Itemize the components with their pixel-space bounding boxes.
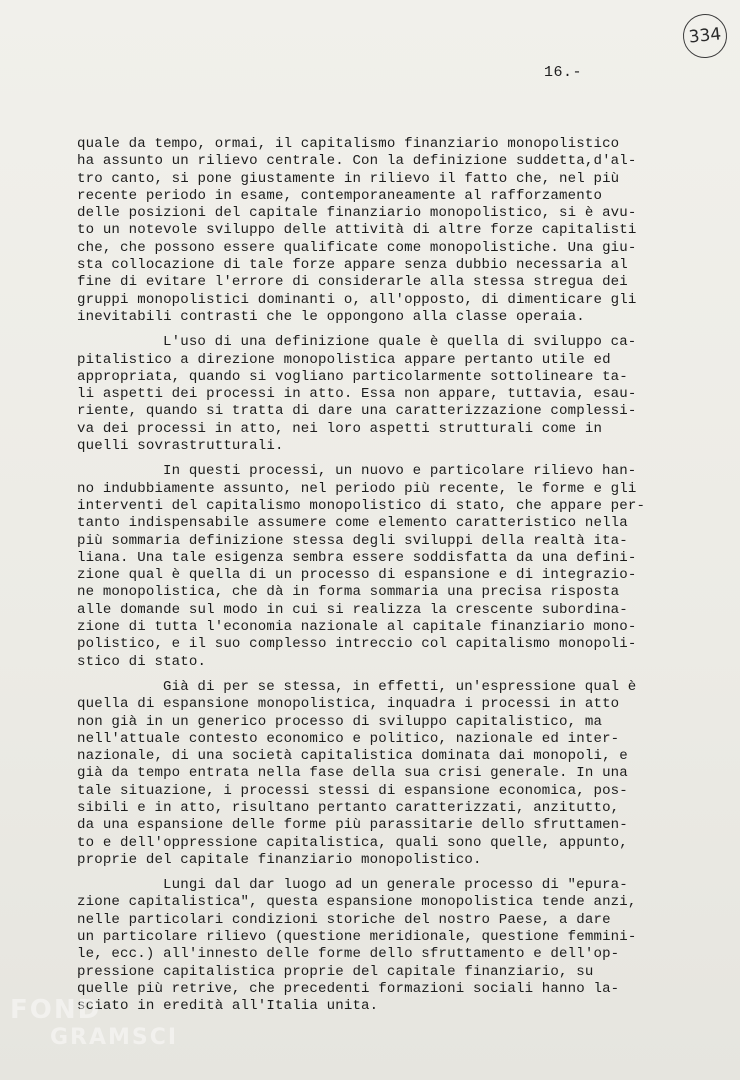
text-line: gruppi monopolistici dominanti o, all'opposto, di dimenticare gli [77,291,637,308]
text-line: che, che possono essere qualificate come monopolistiche. Una giu- [77,239,637,256]
archive-stamp-number: 334 [687,24,723,48]
text-line: nelle particolari condizioni storiche del nostro Paese, a dare [77,911,611,928]
text-line: pitalistico a direzione monopolistica appare pertanto utile ed [77,351,611,368]
text-line: da una espansione delle forme più parassitarie dello sfruttamen- [77,817,628,834]
text-line: recente periodo in esame, contemporaneamente al rafforzamento [77,187,603,204]
page-number: 16.- [544,64,583,81]
text-line: to un notevole sviluppo delle attività di altre forze capitalisti [77,222,637,239]
text-line: L'uso di una definizione quale è quella di sviluppo ca- [163,334,637,351]
paragraph-4 [77,679,677,869]
text-line: Già di per se stessa, in effetti, un'espressione qual è [163,678,637,695]
text-line: alle domande sul modo in cui si realizza la crescente subordina- [77,601,628,618]
text-line: sta collocazione di tale forze appare senza dubbio necessaria al [77,257,628,274]
text-line: In questi processi, un nuovo e particolare rilievo han- [163,463,637,480]
body-text [77,136,677,1024]
text-line: quelli sovrastrutturali. [77,438,284,455]
text-line: va dei processi in atto, nei loro aspetti strutturali come in [77,420,603,437]
text-line: tanto indispensabile assumere come elemento caratteristico nella [77,515,628,532]
text-line: sciato in eredità all'Italia unita. [77,998,379,1015]
text-line: zione qual è quella di un processo di espansione e di integrazio- [77,567,637,584]
text-line: ha assunto un rilievo centrale. Con la definizione suddetta,d'al- [77,153,637,170]
text-line: to e dell'oppressione capitalistica, quali sono quelle, appunto, [77,834,628,851]
text-line: zione di tutta l'economia nazionale al capitale finanziario mono- [77,619,637,636]
text-line: già da tempo entrata nella fase della sua crisi generale. In una [77,765,628,782]
text-line: nazionale, di una società capitalistica dominata dai monopoli, e [77,748,628,765]
paragraph-3 [77,463,677,671]
text-line: zione capitalistica", questa espansione monopolistica tende anzi, [77,894,637,911]
text-line: liana. Una tale esigenza sembra essere soddisfatta da una defini- [77,549,637,566]
text-line: più sommaria definizione stessa degli sviluppi della realtà ita- [77,532,628,549]
text-line: pressione capitalistica proprie del capitale finanziario, su [77,963,594,980]
text-line: quella di espansione monopolistica, inquadra i processi in atto [77,696,620,713]
text-line: interventi del capitalismo monopolistico di stato, che appare per- [77,497,646,514]
text-line: nell'attuale contesto economico e politico, nazionale ed inter- [77,730,620,747]
watermark-line-1: FOND [10,995,102,1025]
text-line: tro canto, si pone giustamente in rilievo il fatto che, nel più [77,170,620,187]
archive-watermark [10,995,178,1050]
paragraph-1 [77,136,677,326]
text-line: non già in un generico processo di sviluppo capitalistico, ma [77,713,603,730]
watermark-line-2: GRAMSCI [50,1025,179,1050]
text-line: li aspetti dei processi in atto. Essa non appare, tuttavia, esau- [77,386,637,403]
text-line: inevitabili contrasti che le oppongono alla classe operaia. [77,308,585,325]
text-line: tale situazione, i processi stessi di espansione economica, pos- [77,782,628,799]
text-line: le, ecc.) all'innesto delle forme dello sfruttamento e dell'op- [77,946,620,963]
text-line: proprie del capitale finanziario monopolistico. [77,851,482,868]
text-line: polistico, e il suo complesso intreccio col capitalismo monopoli- [77,636,637,653]
text-line: un particolare rilievo (questione meridionale, questione femmini- [77,929,637,946]
text-line: delle posizioni del capitale finanziario monopolistico, si è avu- [77,205,637,222]
text-line: quelle più retrive, che precedenti formazioni sociali hanno la- [77,980,620,997]
text-line: fine di evitare l'errore di considerarle alla stessa stregua dei [77,274,628,291]
text-line: quale da tempo, ormai, il capitalismo finanziario monopolistico [77,136,620,152]
archive-stamp [681,12,729,60]
text-line: Lungi dal dar luogo ad un generale processo di "epura- [163,877,628,894]
text-line: ne monopolistica, che dà in forma sommaria una precisa risposta [77,584,620,601]
paragraph-2 [77,334,677,455]
text-line: no indubbiamente assunto, nel periodo più recente, le forme e gli [77,480,637,497]
text-line: stico di stato. [77,653,207,670]
text-line: riente, quando si tratta di dare una caratterizzazione complessi- [77,403,637,420]
text-line: appropriata, quando si vogliano particolarmente sottolineare ta- [77,368,628,385]
text-line: sibili e in atto, risultano pertanto caratterizzati, anzitutto, [77,799,620,816]
